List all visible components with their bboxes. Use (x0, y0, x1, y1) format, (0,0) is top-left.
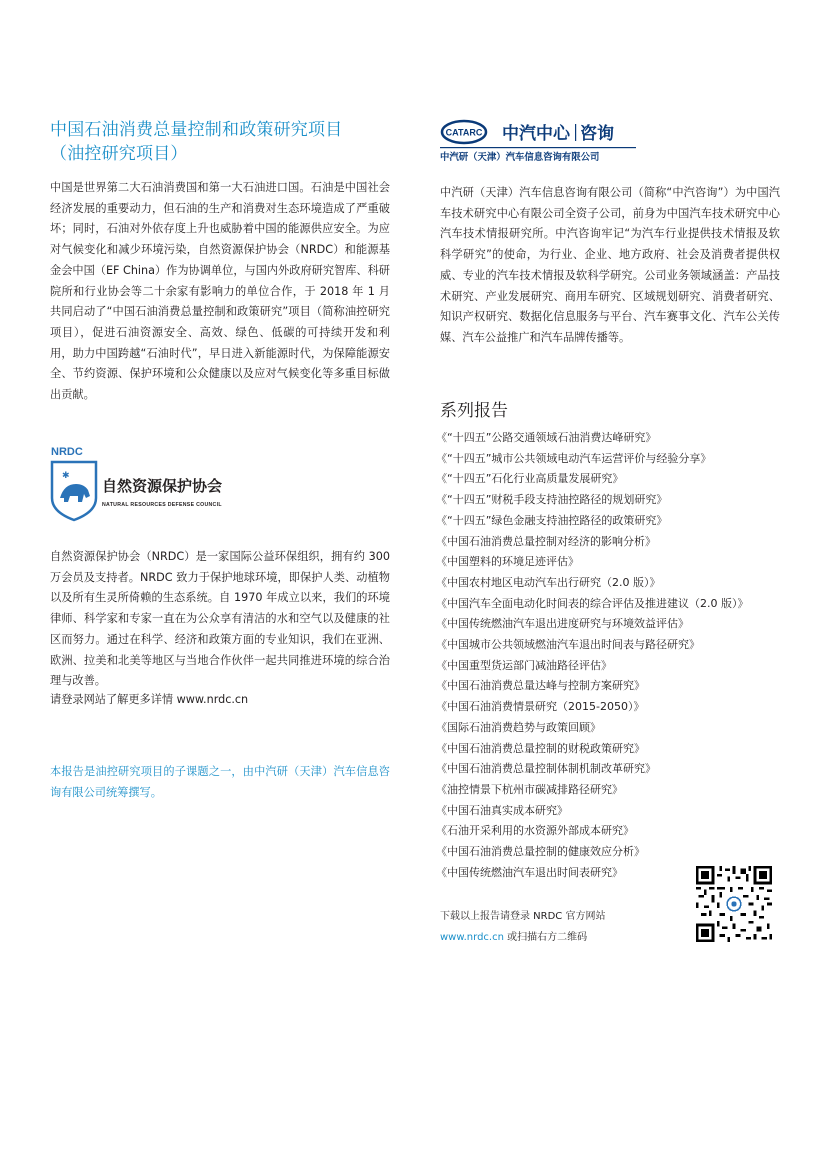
list-item[interactable]: 《中国塑料的环境足迹评估》 (436, 555, 579, 569)
series-title: 系列报告 (440, 401, 508, 421)
list-item[interactable]: 《石油开采利用的水资源外部成本研究》 (436, 824, 634, 838)
catarc-logo (440, 118, 640, 166)
list-item[interactable]: 《“十四五”公路交通领域石油消费达峰研究》 (436, 431, 657, 444)
project-title-line1: 中国石油消费总量控制和政策研究项目 (50, 120, 343, 140)
download-line2 (440, 927, 605, 948)
nrdc-logo-abbr: NRDC (51, 446, 83, 458)
nrdc-logo-name-en: NATURAL RESOURCES DEFENSE COUNCIL (102, 502, 222, 508)
catarc-logo-name-main: 中汽中心 (502, 124, 570, 144)
list-item[interactable]: 《中国石油真实成本研究》 (436, 803, 568, 817)
project-title-line2: （油控研究项目） (50, 144, 188, 164)
catarc-logo-company: 中汽研（天津）汽车信息咨询有限公司 (440, 152, 600, 163)
nrdc-logo (50, 440, 250, 525)
catarc-logo-abbr: CATARC (445, 127, 483, 138)
list-item[interactable]: 《中国石油消费总量控制的健康效应分析》 (436, 845, 645, 859)
list-item[interactable]: 《中国传统燃油汽车退出时间表研究》 (436, 865, 623, 879)
list-item[interactable]: 《中国汽车全面电动化时间表的综合评估及推进建议（2.0 版）》 (436, 596, 749, 610)
project-title (50, 118, 390, 166)
left-column (50, 118, 390, 799)
intro-paragraph: 中国是世界第二大石油消费国和第一大石油进口国。石油是中国社会经济发展的重要动力，但石油的生产和消费对生态环境造成了严重破坏；同时，石油对外依存度上升也威胁着中国的能源供应安全。为应对气候变化和减少环境污染，自然资源保护协会（NRDC）和能源基金会中国（EF China）作为协调单位，与国内外政府研究智库、科研院所和行业协会等二十余家有影响力的单位合作，于 2018 年 1 月共同启动了“中国石油消费总量控制和政策研究”项目（简称油控研究项目），促进石油资源安全、高效、绿色、低碳的可持续开发和利用，助力中国跨越“石油时代”，早日进入新能源时代，为保障能源安全、节约资源、保护环境和公众健康以及应对气候变化等多重目标做出贡献。 (50, 181, 390, 402)
series-report-list (436, 428, 781, 883)
list-item[interactable]: 《中国石油消费情景研究（2015-2050）》 (436, 700, 645, 714)
download-info (440, 906, 605, 948)
list-item[interactable]: 《油控情景下杭州市碳减排路径研究》 (436, 782, 623, 796)
catarc-paragraph: 中汽研（天津）汽车信息咨询有限公司（简称“中汽咨询”）为中国汽车技术研究中心有限公司全资子公司，前身为中国汽车技术研究中心汽车技术情报研究所。中汽咨询牢记“为汽车行业提供技术情报及软科学研究”的使命，为行业、企业、地方政府、社会及消费者提供权威、专业的汽车技术情报及软科学研究。公司业务领域涵盖：产品技术研究、产业发展研究、商用车研究、区域规划研究、消费者研究、知识产权研究、数据化信息服务与平台、汽车赛事文化、汽车公关传媒、汽车公益推广和汽车品牌传播等。 (440, 186, 780, 344)
svg-text:✱: ✱ (62, 470, 70, 480)
download-line2-suffix: 或扫描右方二维码 (503, 932, 588, 943)
catarc-oval-icon (442, 121, 486, 143)
list-item[interactable]: 《“十四五”财税手段支持油控路径的规划研究》 (436, 493, 668, 507)
download-url-link[interactable]: www.nrdc.cn (440, 932, 504, 943)
list-item[interactable]: 《中国传统燃油汽车退出进度研究与环境效益评估》 (436, 617, 689, 631)
nrdc-paragraph: 自然资源保护协会（NRDC）是一家国际公益环保组织，拥有约 300 万会员及支持者。NRDC 致力于保护地球环境，即保护人类、动植物以及所有生灵所倚赖的生态系统。自 1970 年成立以来，我们的环境律师、科学家和专家一直在为公众享有清洁的水和空气以及健康的社区而努力。通过在科学、经济和政策方面的专业知识，我们在亚洲、欧洲、拉美和北美等地区与当地合作伙伴一起共同推进环境的综合治理与改善。 (50, 550, 390, 688)
list-item[interactable]: 《中国石油消费总量达峰与控制方案研究》 (436, 679, 645, 693)
list-item[interactable]: 《中国石油消费总量控制体制机制改革研究》 (436, 762, 656, 776)
qr-code-icon[interactable] (696, 866, 772, 942)
catarc-logo-name-sub: 咨询 (580, 124, 614, 144)
list-item[interactable]: 《国际石油消费趋势与政策回顾》 (436, 720, 601, 734)
list-item[interactable]: 《中国重型货运部门减油路径评估》 (436, 658, 612, 672)
download-line1: 下载以上报告请登录 NRDC 官方网站 (440, 911, 606, 922)
list-item[interactable]: 《“十四五”石化行业高质量发展研究》 (436, 472, 624, 486)
list-item[interactable]: 《中国石油消费总量控制对经济的影响分析》 (436, 534, 656, 548)
list-item[interactable]: 《中国农村地区电动汽车出行研究（2.0 版）》 (436, 575, 661, 589)
list-item[interactable]: 《中国城市公共领域燃油汽车退出时间表与路径研究》 (436, 638, 700, 652)
nrdc-website-link[interactable]: 请登录网站了解更多详情 www.nrdc.cn (50, 693, 249, 706)
list-item[interactable]: 《中国石油消费总量控制的财税政策研究》 (436, 741, 645, 755)
polar-bear-shield-icon (50, 440, 250, 525)
list-item[interactable]: 《“十四五”绿色金融支持油控路径的政策研究》 (436, 513, 668, 527)
list-item[interactable]: 《“十四五”城市公共领域电动汽车运营评价与经验分享》 (436, 451, 712, 465)
report-note: 本报告是油控研究项目的子课题之一，由中汽研（天津）汽车信息咨询有限公司统筹撰写。 (50, 765, 390, 799)
nrdc-logo-name-cn: 自然资源保护协会 (102, 477, 223, 495)
